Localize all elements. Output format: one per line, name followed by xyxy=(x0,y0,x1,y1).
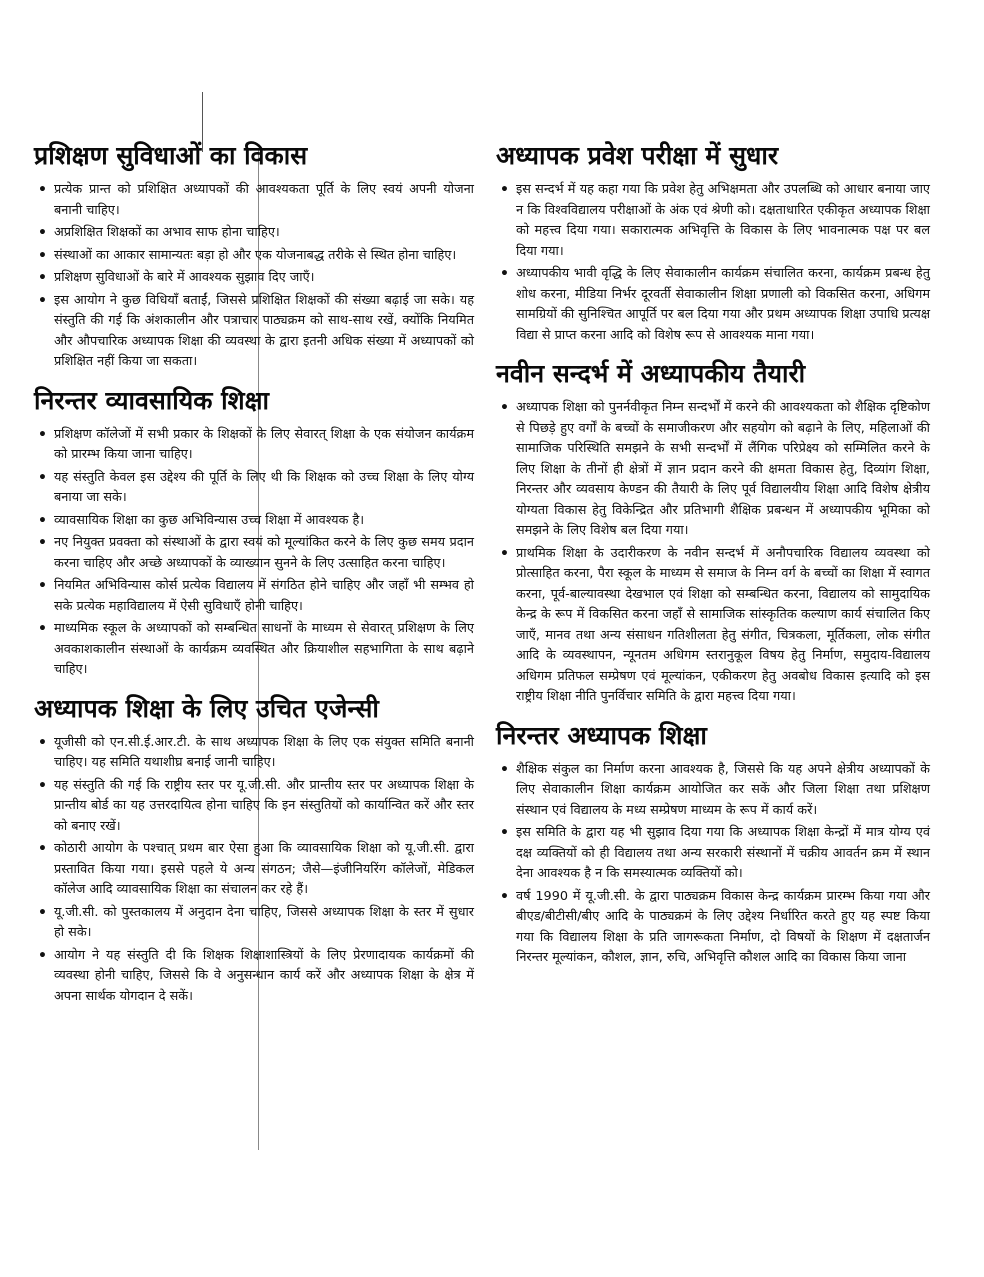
list-item: • अप्रशिक्षित शिक्षकों का अभाव साफ होना चाहिए। xyxy=(34,223,474,244)
bullet-list xyxy=(34,180,474,373)
list-item: • नए नियुक्त प्रवक्ता को संस्थाओं के द्वारा स्वयं को मूल्यांकित करने के लिए कुछ समय प्रदान करना चाहिए और अच्छे अध्यापकों के व्याख्यान सुनने के लिए उत्साहित करना चाहिए। xyxy=(34,533,474,574)
list-item: • इस आयोग ने कुछ विधियाँ बताईं, जिससे प्रशिक्षित शिक्षकों की संख्या बढ़ाई जा सके। यह संस्तुति की गई कि अंशकालीन और पत्राचार पाठ्यक्रम को साथ-साथ रखें, क्योंकि नियमित और औपचारिक अध्यापक शिक्षा की व्यवस्था के द्वारा इतनी अधिक संख्या में अध्यापकों को प्रशिक्षित नहीं किया जा सकता। xyxy=(34,291,474,373)
section-heading: अध्यापक शिक्षा के लिए उचित एजेन्सी xyxy=(34,693,379,723)
list-item: • वर्ष 1990 में यू.जी.सी. के द्वारा पाठ्यक्रम विकास केन्द्र कार्यक्रम प्रारम्भ किया गया और बीएड/बीटीसी/बीए आदि के पाठ्यक्रमं के लिए उद्देश्य निर्धारित करते हुए यह स्पष्ट किया गया कि विद्यालय शिक्षा के प्रति जागरूकता निर्माण, दो विषयों के शिक्षण में दक्षतार्जन निरन्तर मूल्यांकन, कौशल, ज्ञान, रुचि, अभिवृत्ति कौशल आदि का विकास किया जाना xyxy=(496,887,930,969)
list-item: • प्रत्येक प्रान्त को प्रशिक्षित अध्यापकों की आवश्यकता पूर्ति के लिए स्वयं अपनी योजना बनानी चाहिए। xyxy=(34,180,474,221)
list-item: • नियमित अभिविन्यास कोर्स प्रत्येक विद्यालय में संगठित होने चाहिए और जहाँ भी सम्भव हो सके प्रत्येक महाविद्यालय में ऐसी सुविधाएँ होनी चाहिए। xyxy=(34,576,474,617)
list-item: • यूजीसी को एन.सी.ई.आर.टी. के साथ अध्यापक शिक्षा के लिए एक संयुक्त समिति बनानी चाहिए। यह समिति यथाशीघ्र बनाई जानी चाहिए। xyxy=(34,733,474,774)
list-item: • अध्यापक शिक्षा को पुनर्नवीकृत निम्न सन्दर्भों में करने की आवश्यकता को शैक्षिक दृष्टिकोण से पिछड़े हुए वर्गों के बच्चों के समाजीकरण और सहयोग को बढ़ाने के लिए, महिलाओं की सामाजिक परिस्थिति समझने के सभी सन्दर्भों में लैंगिक परिप्रेक्ष्य को सम्मिलित करने के लिए शिक्षा के तीनों ही क्षेत्रों में ज्ञान प्रदान करने की क्षमता विकास हेतु, दिव्यांग शिक्षा, निरन्तर और व्यवसाय केण्डन की तैयारी के लिए पूर्व विद्यालयीय शिक्षा आदि विशेष क्षेत्रीय योग्यता विकास हेतु विकेन्द्रित और प्रतिभागी शैक्षिक प्रबन्धन में अध्यापकीय भूमिका को समझने के लिए विशेष बल दिया गया। xyxy=(496,398,930,542)
list-item: • यह संस्तुति की गई कि राष्ट्रीय स्तर पर यू.जी.सी. और प्रान्तीय स्तर पर अध्यापक शिक्षा के प्रान्तीय बोर्ड का यह उत्तरदायित्व होना चाहिए कि इन संस्तुतियों को कार्यान्वित करें और स्तर को बनाए रखें। xyxy=(34,776,474,838)
list-item: • प्राथमिक शिक्षा के उदारीकरण के नवीन सन्दर्भ में अनौपचारिक विद्यालय व्यवस्था को प्रोत्साहित करना, पैरा स्कूल के माध्यम से समाज के निम्न वर्ग के बच्चों का शिक्षा में स्वागत करना, पूर्व-बाल्यावस्था देखभाल एवं शिक्षा को सम्बन्धित करना, विद्यालय को सामुदायिक केन्द्र के रूप में विकसित करना जहाँ से सामाजिक सांस्कृतिक कल्याण कार्य संचालित किए जाएँ, मानव तथा अन्य संसाधन गतिशीलता हेतु संगीत, चित्रकला, मूर्तिकला, लोक संगीत आदि के व्यवस्थापन, न्यूनतम अधिगम स्तरानुकूल विषय हेतु निर्माण, समुदाय-विद्यालय अधिगम प्रतिफल सम्प्रेषण एवं मूल्यांकन, एकीकरण हेतु अवबोध विकास इत्यादि को इस राष्ट्रीय शिक्षा नीति पुनर्विचार समिति के द्वारा महत्त्व दिया गया। xyxy=(496,544,930,708)
section-continuing-teacher-education xyxy=(496,720,930,969)
section-heading: निरन्तर अध्यापक शिक्षा xyxy=(496,720,707,750)
bullet-list xyxy=(496,760,930,969)
list-item: • अध्यापकीय भावी वृद्धि के लिए सेवाकालीन कार्यक्रम संचालित करना, कार्यक्रम प्रबन्ध हेतु शोध करना, मीडिया निर्भर दूरवर्ती सेवाकालीन शिक्षा प्रणाली को विकसित करना, अधिगम सामग्रियों की सुनिश्चित आपूर्ति पर बल दिया गया और प्रथम अध्यापक शिक्षा उपाधि प्रत्यक्ष विद्या से प्राप्त करना आदि को विशेष रूप से आवश्यक माना गया। xyxy=(496,264,930,346)
bullet-list xyxy=(34,733,474,1008)
section-new-context-preparation xyxy=(496,358,930,708)
bullet-list xyxy=(496,180,930,346)
list-item: • आयोग ने यह संस्तुति दी कि शिक्षक शिक्षाशास्त्रियों के लिए प्रेरणादायक कार्यक्रमों की व्यवस्था होनी चाहिए, जिससे कि वे अनुसन्धान कार्य करें और अध्यापक शिक्षा के क्षेत्र में अपना सार्थक योगदान दे सकें। xyxy=(34,946,474,1008)
section-heading: प्रशिक्षण सुविधाओं का विकास xyxy=(34,141,308,170)
section-entrance-exam-reform xyxy=(496,140,930,346)
bullet-list xyxy=(34,425,474,681)
right-column xyxy=(496,140,930,981)
section-training-facilities xyxy=(34,140,474,373)
section-heading: नवीन सन्दर्भ में अध्यापकीय तैयारी xyxy=(496,359,806,388)
section-appropriate-agency xyxy=(34,693,474,1008)
section-heading: अध्यापक प्रवेश परीक्षा में सुधार xyxy=(496,141,779,170)
list-item: • प्रशिक्षण सुविधाओं के बारे में आवश्यक सुझाव दिए जाएँ। xyxy=(34,268,474,289)
list-item: • माध्यमिक स्कूल के अध्यापकों को सम्बन्धित साधनों के माध्यम से सेवारत् प्रशिक्षण के लिए अवकाशकालीन संस्थाओं के कार्यक्रम व्यवस्थित और क्रियाशील सहभागिता के साथ बढ़ाने चाहिए। xyxy=(34,619,474,681)
section-continuing-professional-education xyxy=(34,385,474,681)
section-heading: निरन्तर व्यावसायिक शिक्षा xyxy=(34,385,270,415)
list-item: • यू.जी.सी. को पुस्तकालय में अनुदान देना चाहिए, जिससे अध्यापक शिक्षा के स्तर में सुधार हो सके। xyxy=(34,903,474,944)
list-item: • इस समिति के द्वारा यह भी सुझाव दिया गया कि अध्यापक शिक्षा केन्द्रों में मात्र योग्य एवं दक्ष व्यक्तियों को ही विद्यालय तथा अन्य सरकारी संस्थानों में चक्रीय आवर्तन क्रम में स्थान देना आवश्यक है न कि समस्यात्मक व्यक्तियों को। xyxy=(496,823,930,885)
list-item: • इस सन्दर्भ में यह कहा गया कि प्रवेश हेतु अभिक्षमता और उपलब्धि को आधार बनाया जाए न कि विश्वविद्यालय परीक्षाओं के अंक एवं श्रेणी को। दक्षताधारित एकीकृत अध्यापक शिक्षा को महत्त्व दिया गया। सकारात्मक अभिवृत्ति के विकास के लिए भावनात्मक पक्ष पर बल दिया गया। xyxy=(496,180,930,262)
list-item: • शैक्षिक संकुल का निर्माण करना आवश्यक है, जिससे कि यह अपने क्षेत्रीय अध्यापकों के लिए सेवाकालीन शिक्षा कार्यक्रम आयोजित कर सकें और जिला शिक्षा तथा प्रशिक्षण संस्थान एवं विद्यालय के मध्य सम्प्रेषण माध्यम के रूप में कार्य करें। xyxy=(496,760,930,822)
left-column xyxy=(34,140,474,1019)
list-item: • व्यावसायिक शिक्षा का कुछ अभिविन्यास उच्च शिक्षा में आवश्यक है। xyxy=(34,511,474,532)
list-item: • यह संस्तुति केवल इस उद्देश्य की पूर्ति के लिए थी कि शिक्षक को उच्च शिक्षा के लिए योग्य बनाया जा सके। xyxy=(34,468,474,509)
bullet-list xyxy=(496,398,930,708)
list-item: • संस्थाओं का आकार सामान्यतः बड़ा हो और एक योजनाबद्ध तरीके से स्थित होना चाहिए। xyxy=(34,246,474,267)
list-item: • कोठारी आयोग के पश्चात् प्रथम बार ऐसा हुआ कि व्यावसायिक शिक्षा को यू.जी.सी. द्वारा प्रस्तावित किया गया। इससे पहले ये अन्य संगठन; जैसे—इंजीनियरिंग कॉलेजों, मेडिकल कॉलेज आदि व्यावसायिक शिक्षा का संचालन कर रहे हैं। xyxy=(34,839,474,901)
list-item: • प्रशिक्षण कॉलेजों में सभी प्रकार के शिक्षकों के लिए सेवारत् शिक्षा के एक संयोजन कार्यक्रम को प्रारम्भ किया जाना चाहिए। xyxy=(34,425,474,466)
